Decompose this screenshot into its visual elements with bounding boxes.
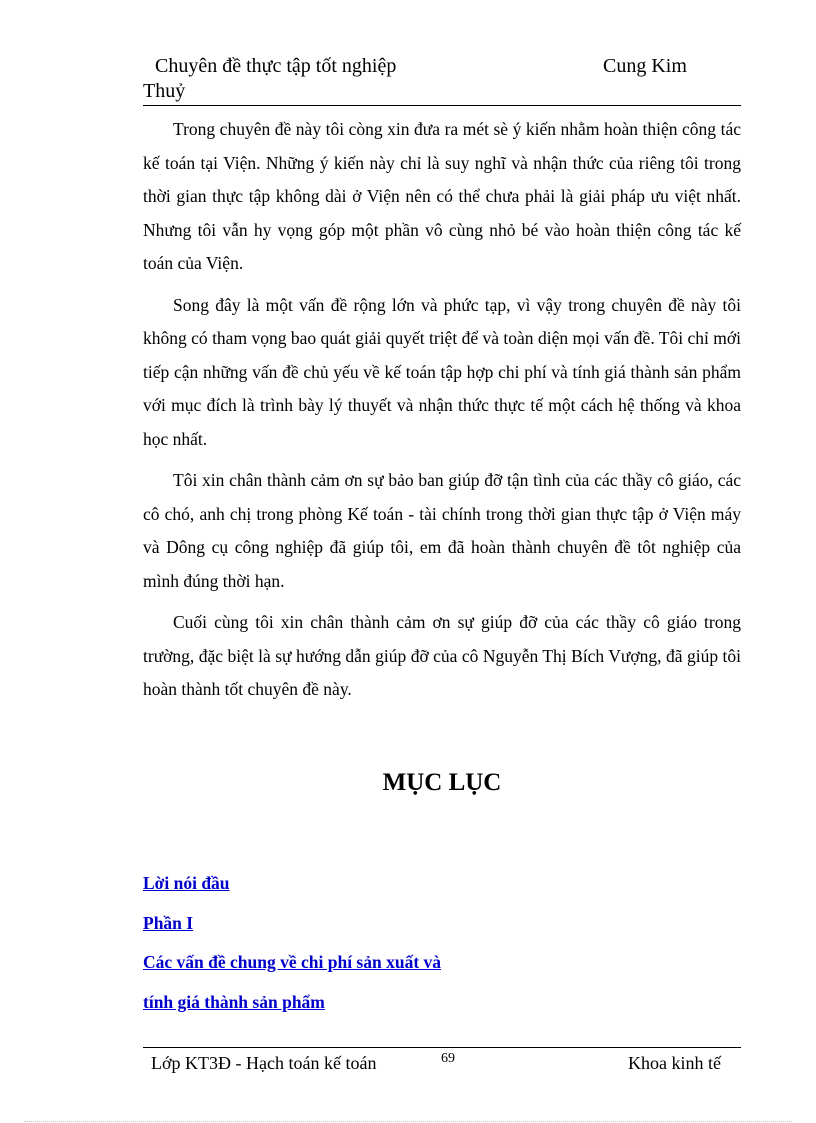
footer-class-info: Lớp KT3Đ - Hạch toán kế toán xyxy=(151,1053,377,1073)
toc-link-tinh-gia-thanh[interactable]: tính giá thành sản phẩm xyxy=(143,991,325,1012)
paragraph-2: Song đây là một vấn đề rộng lớn và phức tạp, vì vậy trong chuyên đề này tôi không có tham vọng bao quát giải quyết triệt để và toàn diện mọi vấn đề. Tôi chỉ mới tiếp cận những vấn đề chủ yếu về kế toán tập hợp chi phí và tính giá thành sản phẩm với mục đích là trình bày lý thuyết và nhận thức thực tế một cách hệ thống và khoa học nhất. xyxy=(143,294,741,449)
paragraph-1: Trong chuyên đề này tôi còng xin đưa ra mét sè ý kiến nhằm hoàn thiện công tác kế toán tại Viện. Những ý kiến này chỉ là suy nghĩ và nhận thức của riêng tôi trong thời gian thực tập không dài ở Viện nên có thể chưa phải là giải pháp ưu việt nhất. Nhưng tôi vẫn hy vọng góp một phần vô cùng nhỏ bé vào hoàn thiện công tác kế toán của Viện. xyxy=(143,119,741,273)
toc-link-cac-van-de-chung[interactable]: Các vấn đề chung về chi phí sản xuất và xyxy=(143,952,442,972)
paragraph-4: Cuối cùng tôi xin chân thành cảm ơn sự giúp đỡ của các thầy cô giáo trong trường, đặc biệt là sự hướng dẫn giúp đỡ của cô Nguyễn Thị Bích Vượng, đã giúp tôi hoàn thành tốt chuyên đề này. xyxy=(143,612,741,699)
paragraph-3: Tôi xin chân thành cảm ơn sự bảo ban giúp đỡ tận tình của các thầy cô giáo, các cô chó, anh chị trong phòng Kế toán - tài chính trong thời gian thực tập ở Viện máy và Dông cụ công nghiệp đã giúp tôi, em đã hoàn thành chuyên đề tôt nghiệp của mình đúng thời hạn. xyxy=(143,470,741,591)
page-edge-divider xyxy=(24,1121,792,1122)
page-number: 69 xyxy=(441,1051,455,1066)
body-text xyxy=(143,113,741,715)
footer-faculty: Khoa kinh tế xyxy=(628,1053,721,1073)
toc-heading: MỤC LỤC xyxy=(382,769,502,796)
header-title: Chuyên đề thực tập tốt nghiệp xyxy=(155,55,397,77)
header-divider xyxy=(143,105,741,106)
toc-link-loi-noi-dau[interactable]: Lời nói đầu xyxy=(143,873,230,893)
table-of-contents xyxy=(143,864,741,1022)
header-author: Cung Kim xyxy=(603,55,687,77)
header-author-continued: Thuỷ xyxy=(143,80,186,102)
page-footer xyxy=(143,1048,741,1076)
toc-link-phan-1[interactable]: Phần I xyxy=(143,912,194,933)
